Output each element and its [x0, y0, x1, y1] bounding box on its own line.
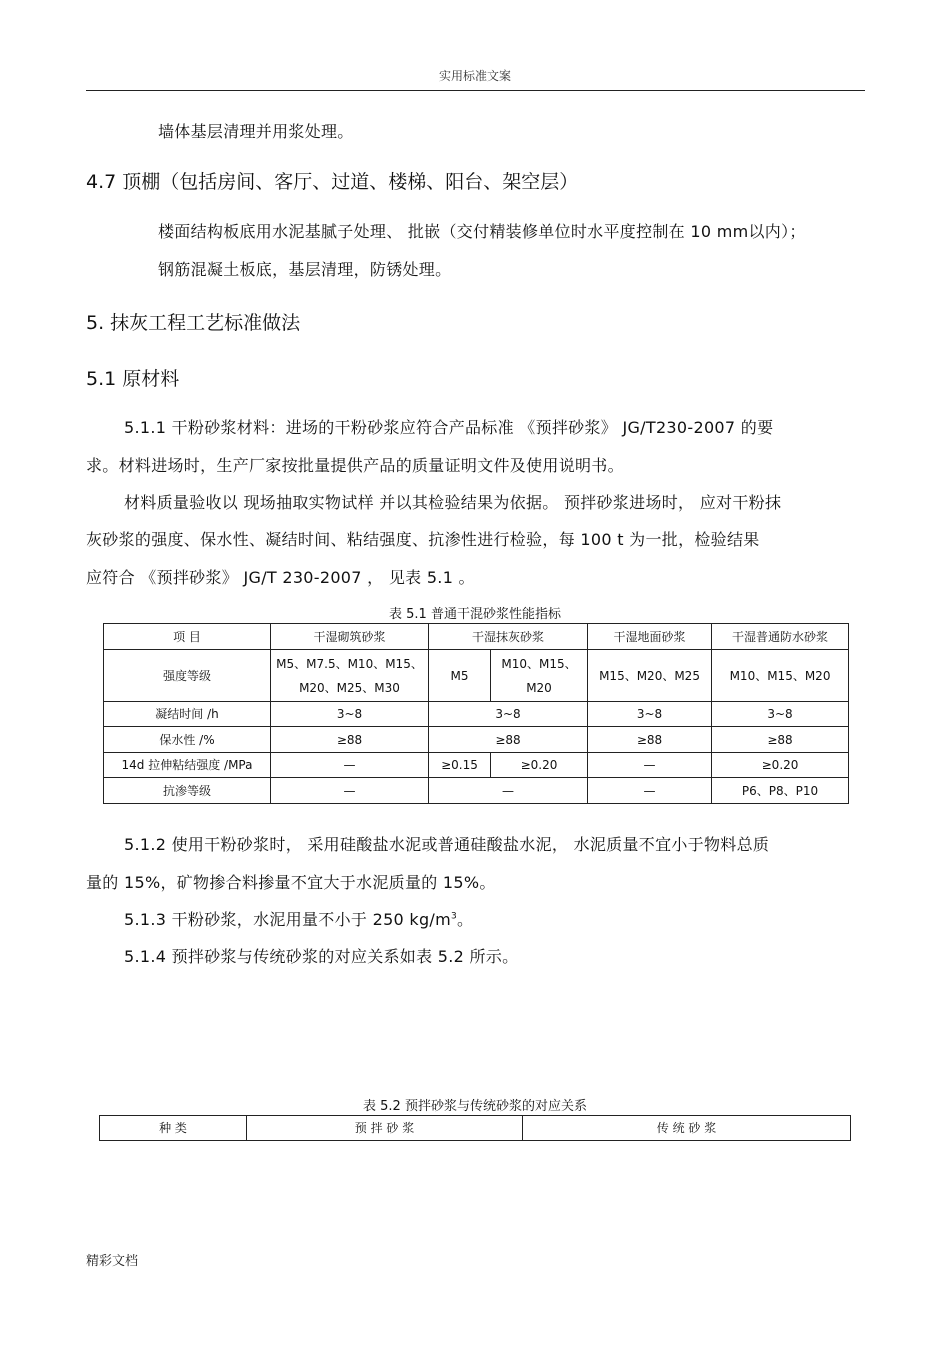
paragraph-5-1-1-line1: 5.1.1 干粉砂浆材料：进场的干粉砂浆应符合产品标准 《预拌砂浆》 JG/T230-2007 的要 — [124, 418, 774, 437]
paragraph-wall-base: 墙体基层清理并用浆处理。 — [158, 122, 354, 141]
table-row — [104, 650, 849, 702]
table-cell: ≥88 — [712, 727, 849, 753]
superscript-3: 3 — [451, 911, 458, 922]
table-cell: 3~8 — [588, 702, 712, 727]
header-ready-mixed: 预 拌 砂 浆 — [247, 1116, 523, 1141]
cell-line: M5、M7.5、M10、M15、 — [276, 656, 423, 671]
paragraph-5-1-1-line2: 求。材料进场时，生产厂家按批量提供产品的质量证明文件及使用说明书。 — [86, 456, 624, 475]
row-label-strength: 强度等级 — [104, 650, 271, 702]
table-cell: ≥88 — [429, 727, 588, 753]
section-heading-4-7: 4.7 顶棚（包括房间、客厅、过道、楼梯、阳台、架空层） — [86, 171, 579, 193]
table-cell: — — [271, 753, 429, 778]
paragraph-5-1-3 — [124, 907, 473, 930]
table-cell: ≥0.20 — [712, 753, 849, 778]
table-cell: — — [588, 753, 712, 778]
row-label-water: 保水性 /% — [104, 727, 271, 753]
page-header: 实用标准文案 — [438, 69, 511, 83]
table-cell: 3~8 — [429, 702, 588, 727]
header-waterproof: 干湿普通防水砂浆 — [712, 624, 849, 650]
table-5-1 — [103, 623, 849, 804]
table-cell: 3~8 — [712, 702, 849, 727]
table-cell: — — [429, 778, 588, 804]
header-traditional: 传 统 砂 浆 — [523, 1116, 851, 1141]
table-cell: ≥88 — [588, 727, 712, 753]
header-item: 项 目 — [104, 624, 271, 650]
table-header-row — [104, 624, 849, 650]
paragraph-5-1-3-text: 5.1.3 干粉砂浆，水泥用量不小于 250 kg/m — [124, 910, 452, 929]
table-cell: — — [588, 778, 712, 804]
row-label-bond: 14d 拉伸粘结强度 /MPa — [104, 753, 271, 778]
row-label-impermeability: 抗渗等级 — [104, 778, 271, 804]
header-masonry: 干湿砌筑砂浆 — [271, 624, 429, 650]
cell-line: M20、M25、M30 — [299, 680, 400, 695]
paragraph-5-1-2-line1: 5.1.2 使用干粉砂浆时， 采用硅酸盐水泥或普通硅酸盐水泥， 水泥质量不宜小于物料总质 — [124, 835, 770, 854]
table-cell: M5 — [429, 650, 491, 702]
paragraph-5-1-4: 5.1.4 预拌砂浆与传统砂浆的对应关系如表 5.2 所示。 — [124, 947, 519, 966]
table-cell: ≥0.15 — [429, 753, 491, 778]
header-floor: 干湿地面砂浆 — [588, 624, 712, 650]
cell-line: M10、M15、 — [501, 656, 577, 671]
header-type: 种 类 — [100, 1116, 247, 1141]
table-row — [104, 778, 849, 804]
paragraph-5-1-2-line2: 量的 15%，矿物掺合料掺量不宜大于水泥质量的 15%。 — [86, 873, 496, 892]
paragraph-acceptance-line3: 应符合 《预拌砂浆》 JG/T 230-2007 ， 见表 5.1 。 — [86, 568, 475, 587]
header-plaster: 干湿抹灰砂浆 — [429, 624, 588, 650]
header-divider — [86, 90, 865, 91]
table-cell: ≥88 — [271, 727, 429, 753]
table-cell — [491, 650, 588, 702]
section-heading-5-1: 5.1 原材料 — [86, 368, 180, 390]
table-row — [104, 702, 849, 727]
cell-line: M20 — [526, 680, 552, 695]
table-cell: ≥0.20 — [491, 753, 588, 778]
table-cell: M15、M20、M25 — [588, 650, 712, 702]
table-5-1-caption: 表 5.1 普通干混砂浆性能指标 — [389, 607, 561, 622]
table-row — [104, 753, 849, 778]
table-row — [104, 727, 849, 753]
section-heading-5: 5. 抹灰工程工艺标准做法 — [86, 312, 301, 334]
table-cell: 3~8 — [271, 702, 429, 727]
paragraph-ceiling-1: 楼面结构板底用水泥基腻子处理、 批嵌（交付精装修单位时水平度控制在 10 mm以内）； — [158, 222, 806, 241]
table-5-2 — [99, 1115, 851, 1141]
table-header-row — [100, 1116, 851, 1141]
table-5-2-caption: 表 5.2 预拌砂浆与传统砂浆的对应关系 — [363, 1099, 587, 1114]
row-label-setting: 凝结时间 /h — [104, 702, 271, 727]
table-cell: P6、P8、P10 — [712, 778, 849, 804]
page-footer: 精彩文档 — [86, 1254, 139, 1269]
table-cell: — — [271, 778, 429, 804]
paragraph-ceiling-2: 钢筋混凝土板底，基层清理，防锈处理。 — [158, 260, 452, 279]
paragraph-acceptance-line2: 灰砂浆的强度、保水性、凝结时间、粘结强度、抗渗性进行检验，每 100 t 为一批，检验结果 — [86, 530, 760, 549]
table-cell: M10、M15、M20 — [712, 650, 849, 702]
paragraph-acceptance-line1: 材料质量验收以 现场抽取实物试样 并以其检验结果为依据。 预拌砂浆进场时， 应对干粉抹 — [124, 493, 782, 512]
table-cell — [271, 650, 429, 702]
paragraph-5-1-3-end: 。 — [457, 910, 474, 929]
